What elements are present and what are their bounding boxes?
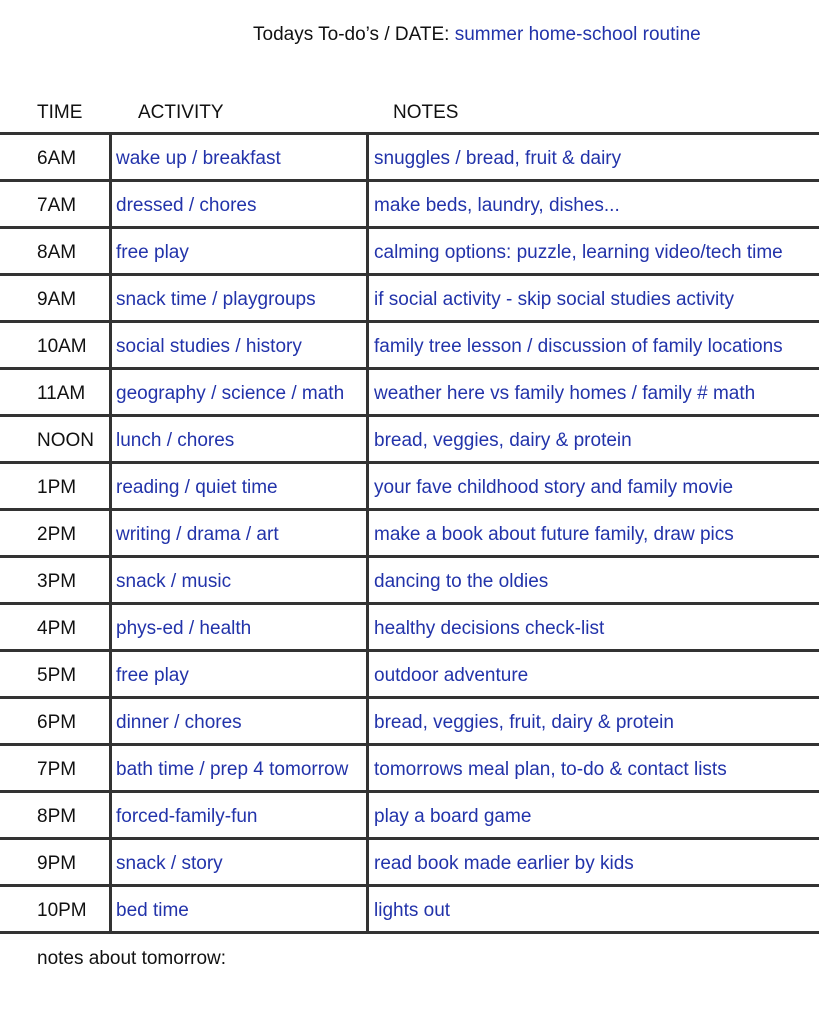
activity-cell: phys-ed / health: [116, 618, 252, 639]
date-value: summer home-school routine: [454, 24, 701, 45]
time-cell: 11AM: [37, 383, 86, 404]
header-label: Todays To-do’s / DATE:: [253, 24, 455, 45]
table-row: [0, 182, 819, 229]
activity-cell: dressed / chores: [116, 195, 257, 216]
table-row: [0, 793, 819, 840]
page-header: [253, 24, 701, 46]
notes-cell: make beds, laundry, dishes...: [374, 195, 620, 216]
table-row: [0, 699, 819, 746]
time-cell: 4PM: [37, 618, 77, 639]
time-cell: 6AM: [37, 148, 77, 169]
notes-cell: if social activity - skip social studies activity: [374, 289, 735, 310]
activity-cell: bath time / prep 4 tomorrow: [116, 759, 349, 780]
table-row: [0, 417, 819, 464]
notes-cell: lights out: [374, 900, 451, 921]
table-row: [0, 323, 819, 370]
activity-cell: bed time: [116, 900, 189, 921]
activity-cell: lunch / chores: [116, 430, 235, 451]
activity-cell: free play: [116, 242, 189, 263]
notes-about-tomorrow: notes about tomorrow:: [37, 948, 227, 969]
notes-cell: family tree lesson / discussion of family locations: [374, 336, 783, 357]
time-cell: 2PM: [37, 524, 77, 545]
activity-cell: snack / music: [116, 571, 232, 592]
notes-cell: healthy decisions check-list: [374, 618, 605, 639]
time-cell: 10AM: [37, 336, 87, 357]
notes-cell: dancing to the oldies: [374, 571, 549, 592]
activity-cell: forced-family-fun: [116, 806, 258, 827]
notes-cell: your fave childhood story and family movie: [374, 477, 734, 498]
notes-cell: play a board game: [374, 806, 532, 827]
notes-cell: bread, veggies, dairy & protein: [374, 430, 632, 451]
table-row: [0, 464, 819, 511]
notes-cell: tomorrows meal plan, to-do & contact lists: [374, 759, 727, 780]
time-cell: 8AM: [37, 242, 77, 263]
activity-cell: reading / quiet time: [116, 477, 278, 498]
activity-cell: wake up / breakfast: [116, 148, 281, 169]
notes-cell: snuggles / bread, fruit & dairy: [374, 148, 622, 169]
time-cell: 9AM: [37, 289, 77, 310]
table-row: [0, 558, 819, 605]
time-cell: 9PM: [37, 853, 77, 874]
activity-cell: geography / science / math: [116, 383, 345, 404]
time-cell: NOON: [37, 430, 94, 451]
activity-cell: snack time / playgroups: [116, 289, 316, 310]
table-row: [0, 135, 819, 182]
table-row: [0, 746, 819, 793]
notes-cell: bread, veggies, fruit, dairy & protein: [374, 712, 674, 733]
column-header-activity: ACTIVITY: [138, 102, 224, 123]
table-row: [0, 652, 819, 699]
table-row: [0, 370, 819, 417]
notes-cell: make a book about future family, draw pics: [374, 524, 734, 545]
time-cell: 6PM: [37, 712, 77, 733]
table-row: [0, 511, 819, 558]
time-cell: 8PM: [37, 806, 77, 827]
notes-cell: weather here vs family homes / family # math: [374, 383, 756, 404]
notes-cell: read book made earlier by kids: [374, 853, 634, 874]
table-row: [0, 887, 819, 934]
activity-cell: dinner / chores: [116, 712, 242, 733]
activity-cell: social studies / history: [116, 336, 302, 357]
table-row: [0, 840, 819, 887]
time-cell: 7PM: [37, 759, 77, 780]
column-header-notes: NOTES: [393, 102, 459, 123]
notes-cell: outdoor adventure: [374, 665, 529, 686]
time-cell: 3PM: [37, 571, 77, 592]
time-cell: 10PM: [37, 900, 87, 921]
time-cell: 1PM: [37, 477, 77, 498]
table-row: [0, 605, 819, 652]
table-row: [0, 276, 819, 323]
activity-cell: writing / drama / art: [116, 524, 279, 545]
column-header-time: TIME: [37, 102, 83, 123]
activity-cell: free play: [116, 665, 189, 686]
notes-cell: calming options: puzzle, learning video/tech time: [374, 242, 783, 263]
activity-cell: snack / story: [116, 853, 223, 874]
table-row: [0, 229, 819, 276]
time-cell: 5PM: [37, 665, 77, 686]
row-divider: [0, 931, 819, 934]
time-cell: 7AM: [37, 195, 77, 216]
